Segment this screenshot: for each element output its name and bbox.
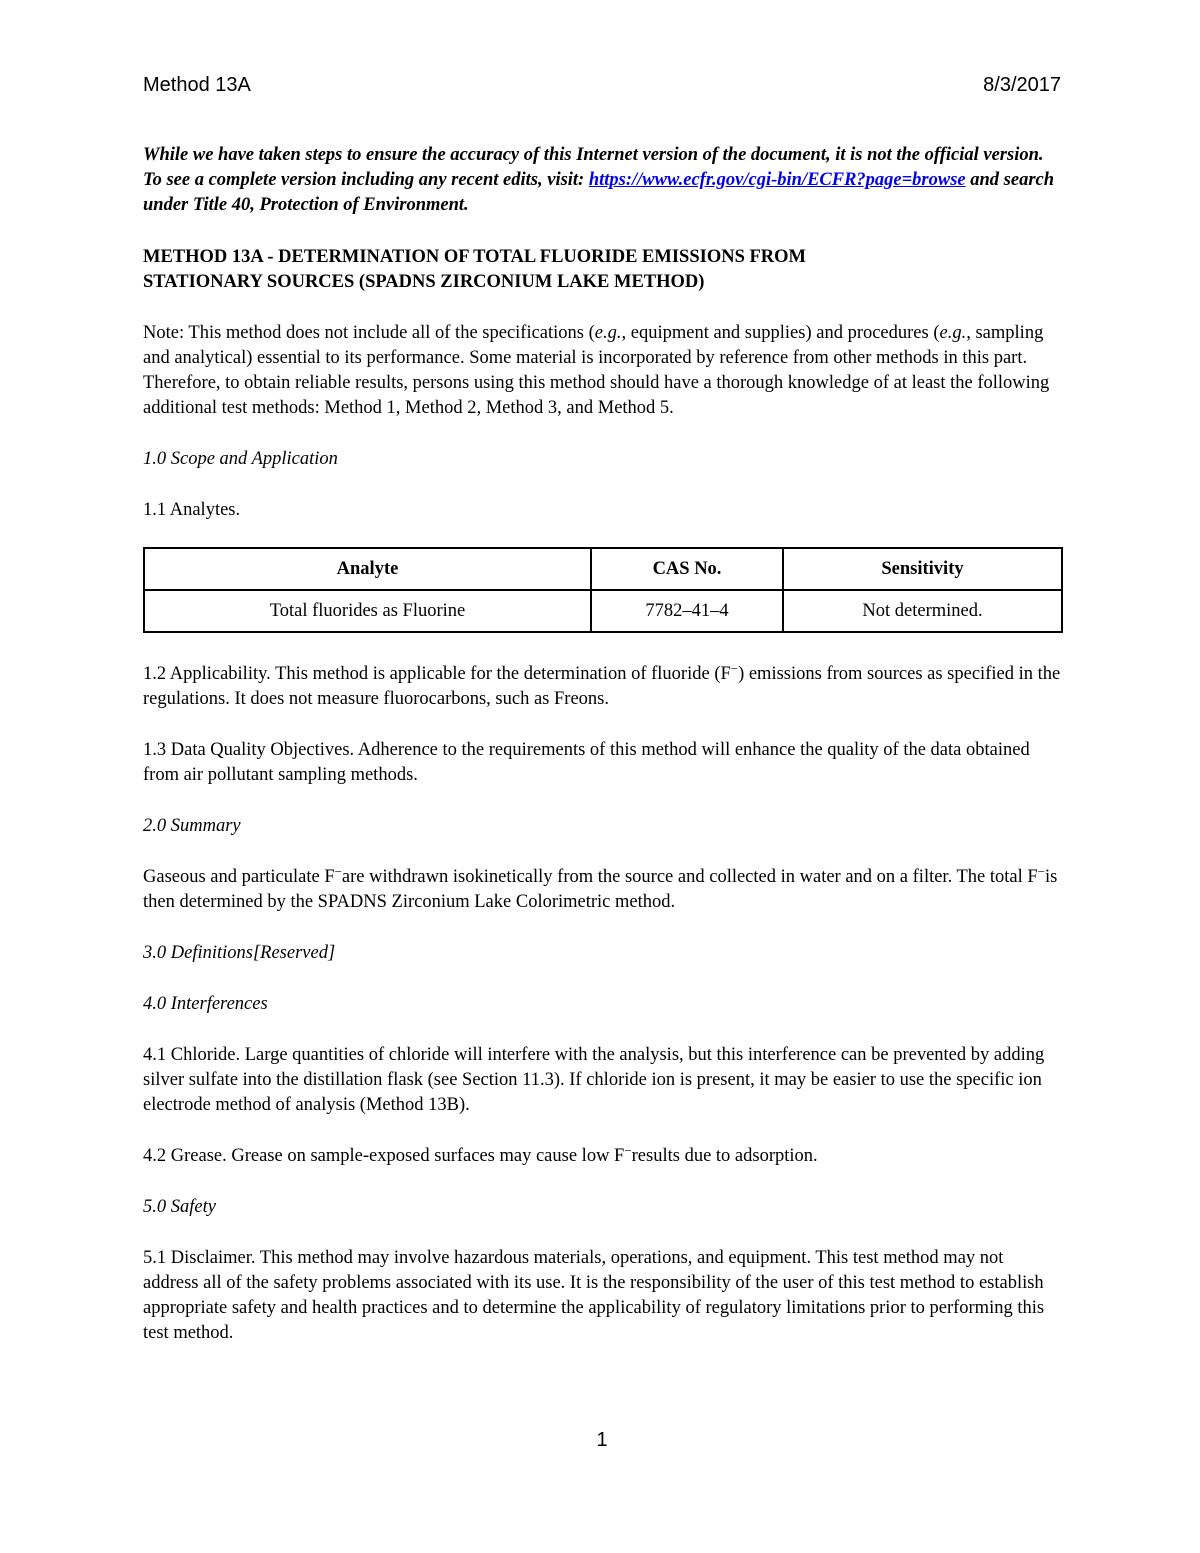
official-version-notice [143, 143, 1061, 218]
superscript-minus: − [334, 864, 342, 880]
superscript-minus: − [730, 661, 739, 677]
method-title [143, 245, 1061, 295]
table-row [144, 590, 1062, 632]
summary-text-b: are withdrawn isokinetically from the source and collected in water and on a filter. The total F [341, 867, 1038, 887]
section-heading-1-0: 1.0 Scope and Application [143, 449, 338, 469]
section-2-summary [143, 865, 1061, 915]
notice-text-end: and search under Title 40, Protection of Environment. [143, 170, 1055, 215]
table-cell-analyte: Total fluorides as Fluorine [144, 590, 591, 632]
document-page [143, 0, 1061, 1553]
table-cell-sensitivity: Not determined. [783, 590, 1062, 632]
section-1-3: 1.3 Data Quality Objectives. Adherence to the requirements of this method will enhance the quality of the data obtained from air pollutant sampling methods. [143, 740, 1030, 785]
section-heading-5-0: 5.0 Safety [143, 1197, 216, 1217]
section-5-1: 5.1 Disclaimer. This method may involve hazardous materials, operations, and equipment. This test method may not address all of the safety problems associated with its use. It is the responsibility of the user of this test method to establish appropriate safety and health practices and to determine the applicability of regulatory limitations prior to performing this test method. [143, 1248, 1045, 1343]
table-header-row [144, 548, 1062, 590]
document-body [143, 143, 1061, 1372]
note-text-1: Note: This method does not include all of the specifications ( [143, 323, 595, 343]
section-1-1: 1.1 Analytes. [143, 500, 241, 520]
summary-text-a: Gaseous and particulate F [143, 867, 335, 887]
note-eg-1: e.g., [594, 323, 627, 343]
section-4-2-text-a: 4.2 Grease. Grease on sample-exposed surfaces may cause low F [143, 1146, 625, 1166]
analytes-table [143, 547, 1063, 633]
table-header-cas-no: CAS No. [591, 548, 783, 590]
table-cell-cas-no: 7782–41–4 [591, 590, 783, 632]
section-4-1: 4.1 Chloride. Large quantities of chloride will interfere with the analysis, but this interference can be prevented by adding silver sulfate into the distillation flask (see Section 11.3). If chloride ion is present, it may be easier to use the specific ion electrode method of analysis (Method 13B). [143, 1045, 1045, 1115]
method-title-line-1: METHOD 13A - DETERMINATION OF TOTAL FLUORIDE EMISSIONS FROM [143, 247, 807, 267]
section-heading-3-0: 3.0 Definitions[Reserved] [143, 943, 336, 963]
section-1-2-text-a: 1.2 Applicability. This method is applicable for the determination of fluoride (F [143, 664, 731, 684]
note-eg-2: e.g., [939, 323, 971, 343]
table-header-analyte: Analyte [144, 548, 591, 590]
page-number: 1 [596, 1429, 608, 1451]
header-method-label: Method 13A [143, 74, 251, 96]
ecfr-link[interactable]: https://www.ecfr.gov/cgi-bin/ECFR?page=browse [588, 170, 966, 190]
section-4-2-text-b: results due to adsorption. [631, 1146, 818, 1166]
section-heading-2-0: 2.0 Summary [143, 816, 241, 836]
note-text-3: sampling and analytical) essential to its performance. Some material is incorporated by reference from other methods in this part. Therefore, to obtain reliable results, persons using this method should have a thorough knowledge of at least the following additional test methods: Method 1, Method 2, Method 3, and Method 5. [143, 323, 1050, 418]
section-1-2-text-b: ) emissions from sources as specified in the regulations. It does not measure fluorocarbons, such as Freons. [143, 664, 1061, 709]
superscript-minus: − [1037, 864, 1045, 880]
summary-text-c: is then determined by the SPADNS Zirconium Lake Colorimetric method. [143, 867, 1058, 912]
method-title-line-2: STATIONARY SOURCES (SPADNS ZIRCONIUM LAKE METHOD) [143, 272, 705, 292]
header-date: 8/3/2017 [983, 74, 1061, 96]
note-text-2: equipment and supplies) and procedures ( [626, 323, 940, 343]
method-note [143, 321, 1061, 421]
superscript-minus: − [624, 1143, 632, 1159]
section-4-2 [143, 1144, 1061, 1169]
section-1-2 [143, 662, 1061, 712]
notice-text: While we have taken steps to ensure the accuracy of this Internet version of the document, it is not the official version. To see a complete version including any recent edits, visit: [143, 145, 1044, 190]
section-heading-4-0: 4.0 Interferences [143, 994, 268, 1014]
table-header-sensitivity: Sensitivity [783, 548, 1062, 590]
